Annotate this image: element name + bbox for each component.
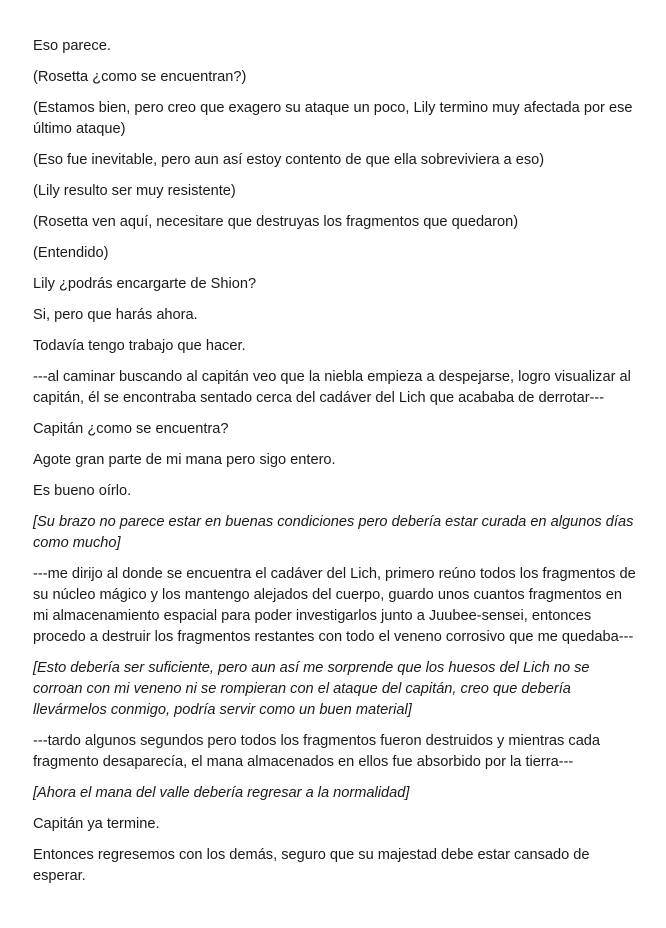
paragraph: Agote gran parte de mi mana pero sigo entero.: [33, 452, 336, 468]
paragraph: Lily ¿podrás encargarte de Shion?: [33, 276, 257, 292]
paragraph: Capitán ¿como se encuentra?: [33, 421, 229, 437]
narration-paragraph: ---tardo algunos segundos pero todos los fragmentos fueron destruidos y mientras cada fragmento desaparecía, el mana almacenados en ellos fue absorbido por la tierra---: [33, 733, 601, 770]
paragraph: Entonces regresemos con los demás, seguro que su majestad debe estar cansado de esperar.: [33, 847, 590, 884]
paragraph: ---al caminar buscando al capitán veo que la niebla empieza a despejarse, logro visualizar al capitán, él se encontraba sentado cerca del cadáver del Lich que acababa de derrotar---: [33, 369, 631, 406]
paragraph: Capitán ya termine.: [33, 816, 160, 832]
paragraph: (Rosetta ¿como se encuentran?): [33, 69, 247, 85]
thought-paragraph: [Esto debería ser suficiente, pero aun así me sorprende que los huesos del Lich no se corroan con mi veneno ni se rompieran con el ataque del capitán, creo que debería llevármelos conmigo, podría servir como un buen material]: [33, 660, 590, 718]
paragraph: Es bueno oírlo.: [33, 483, 132, 499]
paragraph: Si, pero que harás ahora.: [33, 307, 198, 323]
paragraph: (Entendido): [33, 245, 109, 261]
narration-paragraph: ---me dirijo al donde se encuentra el cadáver del Lich, primero reúno todos los fragmentos de su núcleo mágico y los mantengo alejados del cuerpo, guardo unos cuantos fragmentos en mi almacenamiento espacial para poder investigarlos junto a Juubee-sensei, entonces procedo a destruir los fragmentos restantes con todo el veneno corrosivo que me quedaba---: [33, 566, 636, 645]
paragraph: Todavía tengo trabajo que hacer.: [33, 338, 246, 354]
paragraph: Eso parece.: [33, 38, 111, 54]
thought-paragraph: [Ahora el mana del valle debería regresar a la normalidad]: [33, 785, 410, 801]
paragraph: (Estamos bien, pero creo que exagero su ataque un poco, Lily termino muy afectada por ese último ataque): [33, 100, 633, 137]
thought-paragraph: [Su brazo no parece estar en buenas condiciones pero debería estar curada en algunos días como mucho]: [33, 514, 634, 551]
paragraph: (Rosetta ven aquí, necesitare que destruyas los fragmentos que quedaron): [33, 214, 519, 230]
paragraph: (Eso fue inevitable, pero aun así estoy contento de que ella sobreviviera a eso): [33, 152, 545, 168]
paragraph: (Lily resulto ser muy resistente): [33, 183, 236, 199]
